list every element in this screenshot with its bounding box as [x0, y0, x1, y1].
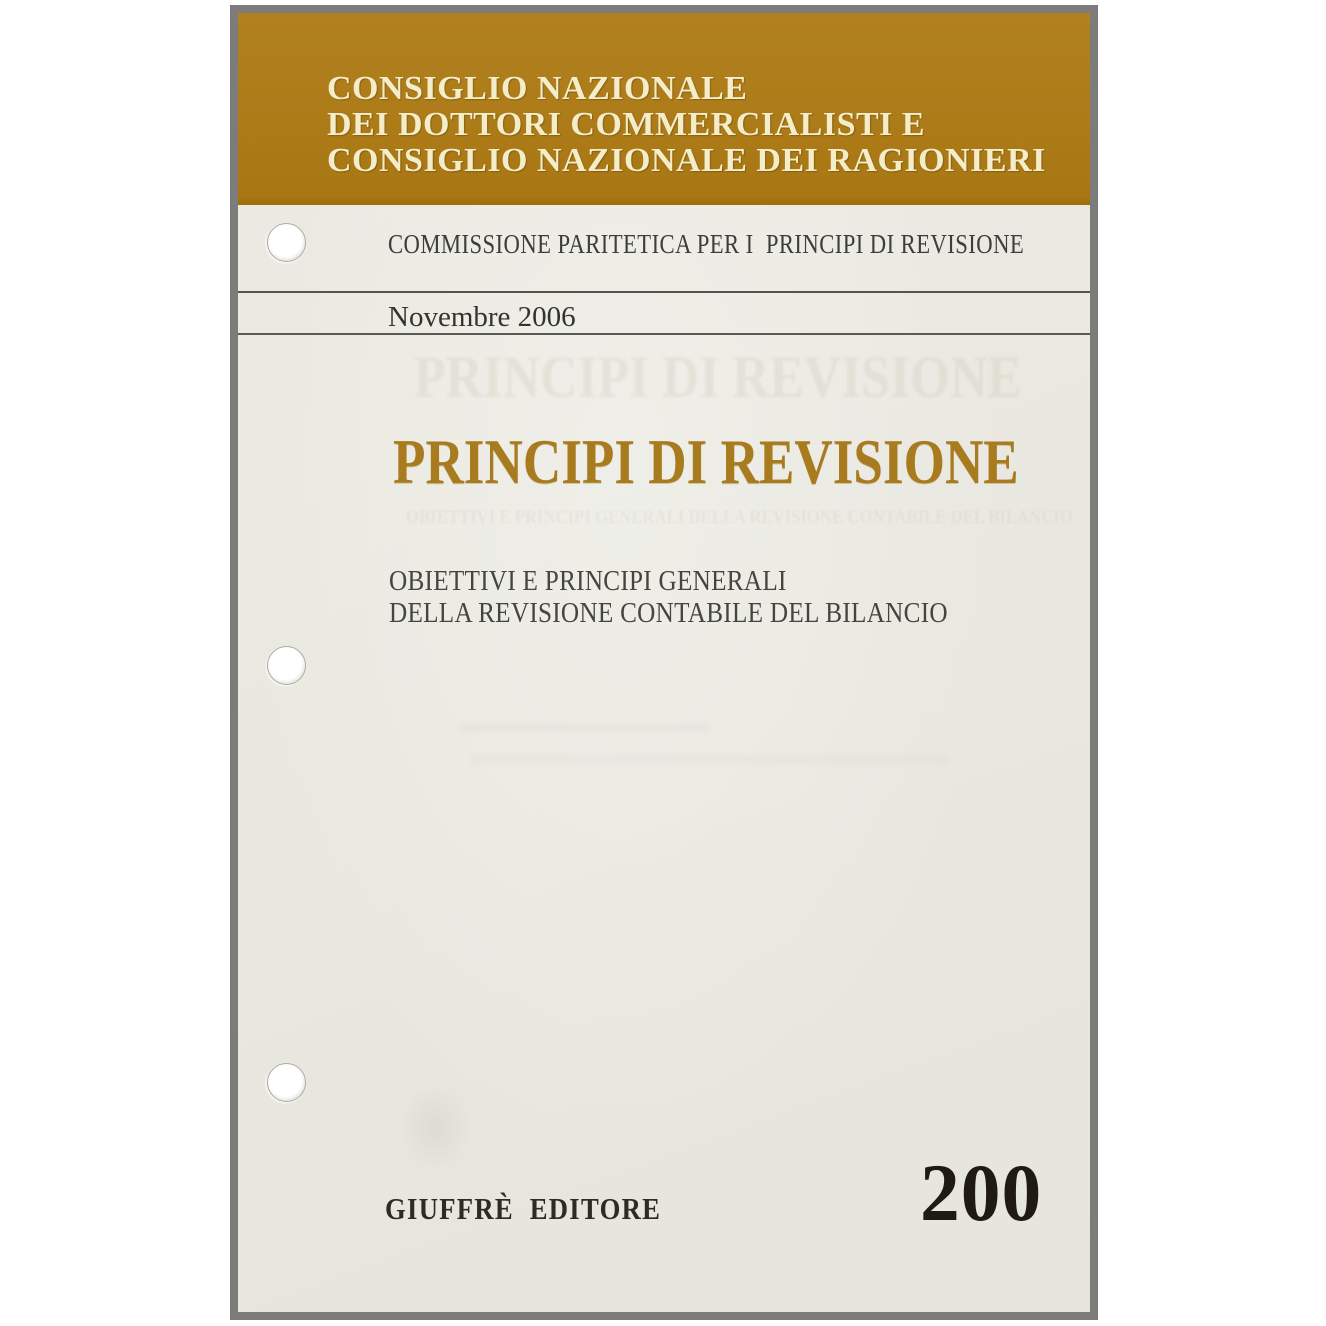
- subtitle: [389, 566, 948, 630]
- subtitle-line-1: OBIETTIVI E PRINCIPI GENERALI: [389, 566, 787, 597]
- book-cover: [238, 13, 1090, 1312]
- series-number: 200: [920, 1147, 1043, 1238]
- ghost-showthrough-line: OBIETTIVI E PRINCIPI GENERALI DELLA REVISIONE CONTABILE DEL BILANCIO: [406, 507, 1073, 528]
- rule-divider: [238, 291, 1090, 293]
- issuer-gold-band: [238, 13, 1090, 205]
- rule-divider: [238, 333, 1090, 335]
- issuer-name: [327, 71, 1046, 179]
- issuer-line-3: CONSIGLIO NAZIONALE DEI RAGIONIERI: [327, 142, 1046, 179]
- ghost-showthrough-bar: [460, 723, 710, 732]
- ghost-showthrough-bar: [470, 755, 950, 764]
- ghost-publisher-logo: [398, 1089, 472, 1173]
- publisher-name: GIUFFRÈ EDITORE: [385, 1191, 662, 1226]
- punch-hole: [267, 646, 306, 685]
- commission-heading: COMMISSIONE PARITETICA PER I PRINCIPI DI REVISIONE: [388, 229, 1025, 259]
- publication-date: Novembre 2006: [388, 301, 576, 333]
- punch-hole: [267, 223, 306, 262]
- subtitle-line-2: DELLA REVISIONE CONTABILE DEL BILANCIO: [389, 598, 948, 629]
- ghost-showthrough-title: PRINCIPI DI REVISIONE: [414, 344, 1022, 410]
- punch-hole: [267, 1063, 306, 1102]
- issuer-line-1: CONSIGLIO NAZIONALE: [327, 70, 748, 107]
- page-title: PRINCIPI DI REVISIONE: [393, 426, 1019, 497]
- issuer-line-2: DEI DOTTORI COMMERCIALISTI E: [327, 106, 926, 143]
